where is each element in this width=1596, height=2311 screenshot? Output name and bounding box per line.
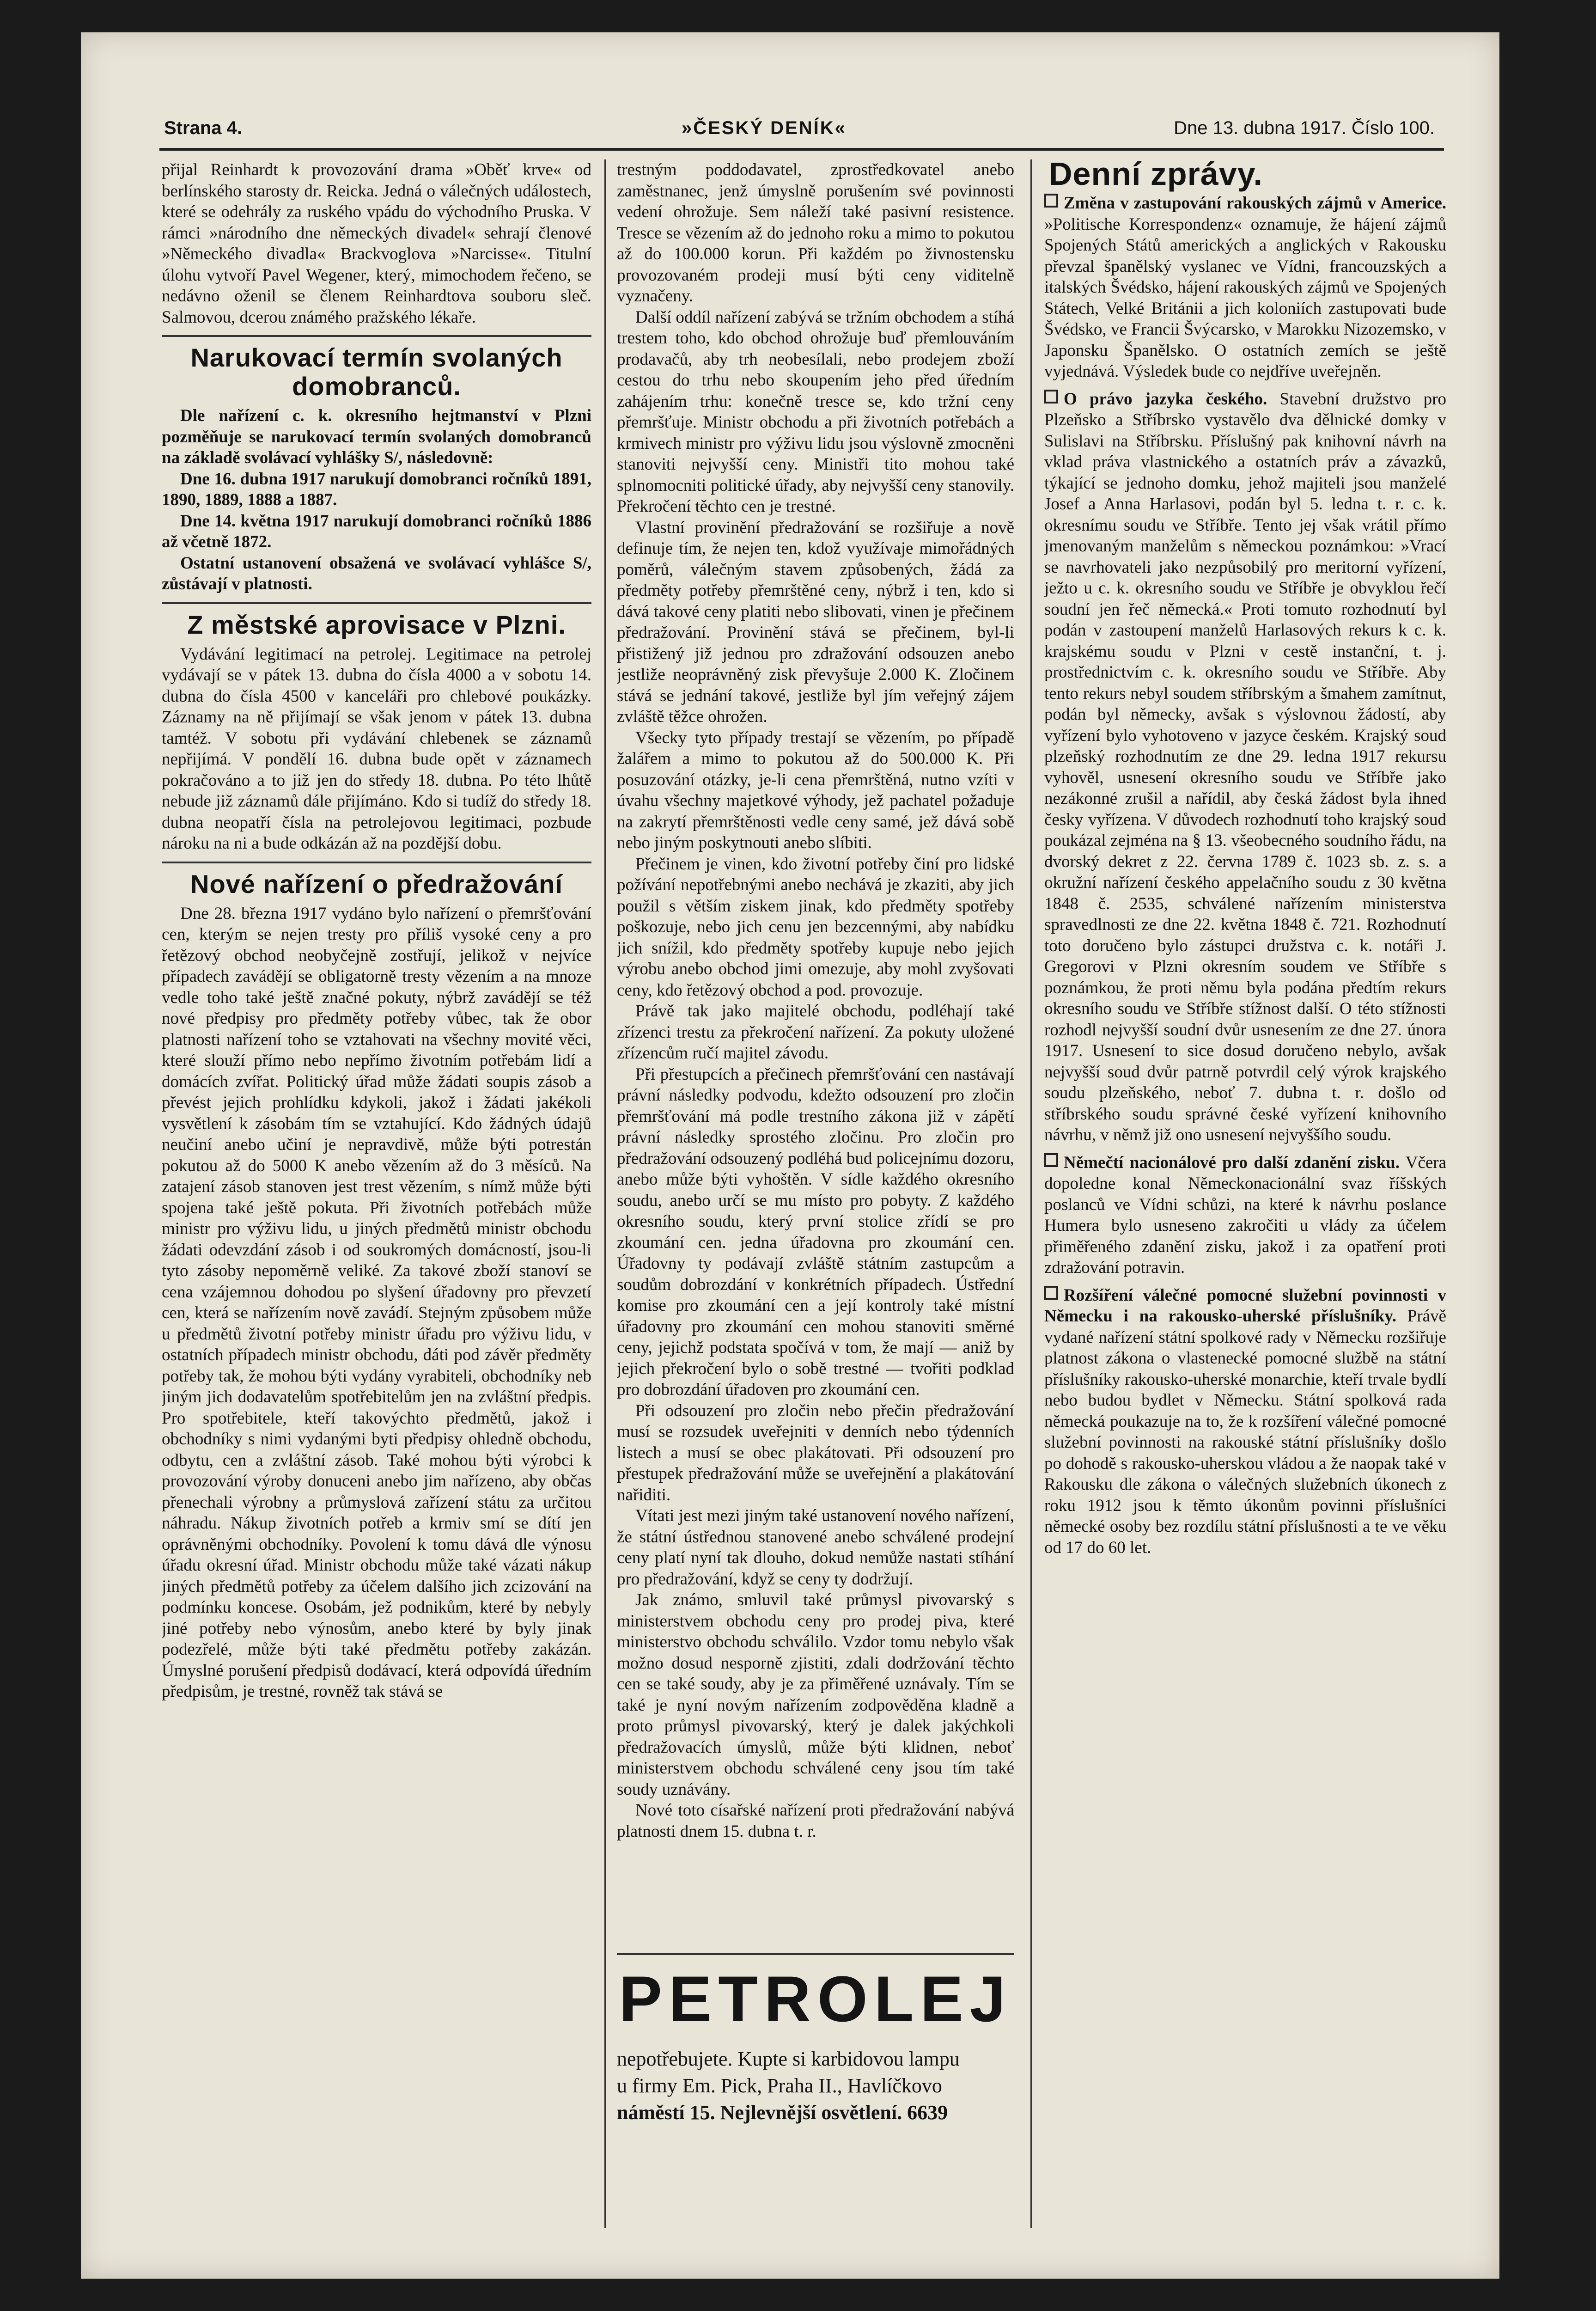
news-body: »Politische Korrespondenz« oznamuje, že hájení zájmů Spojených Států amerických a anglických v Rakousku převzal španělský vyslanec ve Vídni, francouzských a italských Švédsko, hájení rakouských zájmů ve Spojených Státech, Velké Británii a jich koloniích zastupovati bude Švédsko, ve Francii Švýcarsko, v Marokku Nizozemsko, v Japonsku Španělsko. O ostatních zemích se ještě vyjednává. Výsledek bude co nejdříve uveřejněn. [1044, 214, 1446, 381]
page-header [164, 118, 1435, 146]
newspaper-page [81, 32, 1499, 2279]
news-title: O právo jazyka českého. [1064, 389, 1267, 409]
ad-rule [617, 1953, 1014, 1955]
news-item [1044, 1152, 1446, 1278]
article-rule [162, 602, 591, 604]
news-body: Právě vydané nařízení státní spolkové rady v Německu rozšiřuje platnost zákona o vlastenecké pomocné službě na státní příslušníky rakousko-uherské monarchie, kteří trvale bydlí nebo budou bydlet v Německu. Státní spolková rada německá poukazuje na to, že k rozšíření válečné pomocné služební povinnosti na rakouské státní příslušníky došlo po dohodě s rakousko-uherskou vládou a že naopak také v Rakousku dle zákona o válečných služebních úkonech z roku 1912 jsou k těmto úkonům povinni příslušníci německé osoby bez rozdílu státní příslušnosti a te ve věku od 17 do 60 let. [1044, 1307, 1446, 1557]
article-rule [162, 335, 591, 337]
column-3 [1044, 159, 1446, 2223]
ad-line: náměstí 15. Nejlevnější osvětlení. 6639 [617, 2101, 948, 2124]
paragraph: Vlastní provinění předražování se rozšiřuje a nově definuje tím, že nejen ten, kdož využívaje mimořádných poměrů, válečným stavem způsobených, žádá za předměty potřeby přemrštěné ceny, nýbrž i ten, kdo si dává takové ceny platiti nebo slibovati, vinen je přečinem předražování. Provinění stává se přečinem, byl-li přistižený již jednou pro zdražování odsouzen anebo jestliže neoprávněný zisk převyšuje 2.000 K. Zločinem stává se jednání takové, jestliže byl jím veřejný zájem zvláště těžce ohrožen. [617, 518, 1014, 726]
page-number: Strana 4. [164, 118, 242, 138]
news-body: Stavební družstvo pro Plzeňsko a Stříbrsko vystavělo dva dělnické domky v Sulislavi na Stříbrsku. Příslušný pak knihovní návrh na vklad práva vlastnického a ostatních práv a závazků, týkající se jednoho domku, jehož majiteli jsou manželé Josef a Anna Harlasovi, podán byl 5. ledna t. r. c. k. okresnímu soudu ve Stříbře. Tento jej však vrátil přímo jmenovaným manželům s německou poznámkou: »Vrací se navrhovateli jako nezpůsobilý pro meritorní vyřízení, ježto u c. k. okresního soudu ve Stříbře je obvyklou řečí soudní jen řeč německá.« Proti tomuto rozhodnutí byl podán v zastoupení manželů Harlasových rekurs k c. k. krajskému soudu v Plzni v cestě instanční, t. j. prostřednictvím c. k. okresního soudu ve Stříbře. Aby tento rekurs nebyl soudem stříbrským a šmahem zamítnut, podán byl německy, avšak s výslovnou žádostí, aby vyřízení bylo vyhotoveno v jazyce českém. Krajský soud plzeňský rozhodnutím ze dne 29. ledna 1917 rekursu vyhověl, usnesení okresního soudu ve Stříbře jako nezákonné zrušil a nařídil, aby česká žádost byla ihned česky vyřízena. V důvodech rozhodnutí toho krajský soud poukázal zejména na § 13. všeobecného soudního řádu, na dvorský dekret z 22. června 1789 č. 1023 sb. z. s. a okružní nařízení českého appelačního soudu z 30 května 1848 č. 2535, schválené nařízením ministerstva spravedlnosti ze dne 22. května 1848 č. 721. Rozhodnutí toto doručeno bylo zástupci družstva c. k. notáři J. Gregorovi v Plzni okresním soudem ve Stříbře s poznámkou, že proti němu byla podána předtím rekurs okresního soudu ve Stříbře stížnost další. O této stížnosti rozhodl nejvyšší soudní dvůr usnesením ze dne 27. února 1917. Usnesení to sice dosud doručeno nebylo, avšak nejvyšší soud dvůr patrně potvrdil celý výrok krajského soudu plzeňského, neboť 7. dubna t. r. došlo od stříbrského soudu správné české vyřízení knihovního návrhu, v němž již ono usnesení nejvyššího soudu. [1044, 389, 1446, 1144]
paragraph: Jak známo, smluvil také průmysl pivovarský s ministerstvem obchodu ceny pro prodej piva, které ministerstvo obchodu schválilo. Vzdor tomu nebylo však možno dosud nesporně zjistiti, zdali dodržování těchto cen se také soudy, aby je za přiměřené uznávaly. Tím se také je nyní novým nařízením zodpověděna kladně a proto průmysl pivovarský, který je dalek jakýchkoli předražovacích úmyslů, může býti klidnen, neboť ministerstvem obchodu schválené ceny jsou tím také soudy uznávány. [617, 1590, 1014, 1799]
section-title-denni-zpravy: Denní zprávy. [1049, 159, 1263, 192]
article-continuation: přijal Reinhardt k provozování drama »Oběť krve« od berlínského starosty dr. Reicka. Jedná o válečných událostech, které se odehrály za ruského vpádu do východního Pruska. V rámci »národního dne německých divadel« sehrají členové »Německého divadla« Brackvoglova »Narcisse«. Titulní úlohu vytvoří Pavel Wegener, který, mimochodem řečeno, se nedávno oženil se členem Reinhardtova souboru sleč. Salmovou, dcerou známého pražského lékaře. [162, 160, 591, 327]
ad-logo: PETROLEJ [619, 1963, 1012, 2035]
ad-line: nepotřebujete. Kupte si karbidovou lampu [617, 2048, 960, 2070]
headline-aprovisace: Z městské aprovisace v Plzni. [187, 610, 566, 639]
paragraph: Vydávání legitimací na petrolej. Legitimace na petrolej vydávají se v pátek 13. dubna do čísla 4000 a v sobotu 14. dubna do čísla 4500 v kanceláři pro chlebové poukázky. Záznamy na ně přijímají se však jenom v pátek 13. dubna tamtéž. V sobotu při vydávání chlebenek se záznamů nepřijímá. V pondělí 16. dubna bude opět v záznamech pokračováno a to již jen do středy 18. dubna. Po této lhůtě nebude již záznamů dále přijímáno. Kdo si tudíž do středy 18. dubna neopatří čísla na petrolejovou legitimaci, pozbude nároku na ni a bude odkázán až na pozdější dobu. [162, 644, 591, 853]
news-item [1044, 1285, 1446, 1559]
news-title: Změna v zastupování rakouských zájmů v Americe. [1064, 194, 1446, 213]
column-2 [617, 159, 1014, 1918]
paragraph: Dle nařízení c. k. okresního hejtmanství v Plzni pozměňuje se narukovací termín svolaných domobranců na základě svolávací vyhlášky S/, následovně: [162, 406, 591, 467]
paragraph: Nové toto císařské nařízení proti předražování nabývá platnosti dnem 15. dubna t. r. [617, 1801, 1014, 1841]
square-bullet-icon [1044, 194, 1058, 208]
paragraph: Dne 28. března 1917 vydáno bylo nařízení o přemršťování cen, kterým se nejen tresty pro příliš vysoké ceny a pro řetězový obchod neobyčejně zostřují, jelikož v nejvíce případech zavádějí se obligatorně tresty vězením a na mnoze vedle toho také ještě značné pokuty, nýbrž zavádějí se též nové předpisy pro předměty potřeby vůbec, tak že obor platnosti nařízení toho se vztahovati na všechny movité věci, které slouží přímo nebo nepřímo životním potřebám lidí a domácích zvířat. Politický úřad může žádati soupis zásob a převést jejich prohlídku kdykoli, jakož i žádati jakékoli vysvětlení k zásobám tím se vztahující. Kdo žádných údajů neučiní anebo učiní je nepravdivě, může býti potrestán pokutou až do 5000 K anebo vězením až do 3 měsíců. Na zatajení zásob stanoven jest trest vězením, s nímž může býti spojena také ještě pokuta. Při životních potřebách může ministr pro výživu lidu, u jiných předmětů ministr obchodu žádati odevzdání zásob i od soukromých domácností, jsou-li tyto zásoby nepoměrně veliké. Za takové zboží stanoví se cena vzájemnou dohodou po slyšení úřadovny pro převzetí cen, která se nařízením nově zavádí. Stejným způsobem může u předmětů životní potřeby ministr úřadu pro výživu lidu, v ostatních případech ministr obchodu, dáti pod závěr předměty potřeby tak, že mohou býti vydány vyrabiteli, obchodníky neb jiným jich dodavatelům spotřebitelům jen na zvláštní předpis. Pro spotřebitele, kteří takovýchto předmětů, jakož i obchodníky s nimi vydanými byti předpisy ohledně obchodu, odbytu, cen a zvláštní zásob. Také mohou býti výrobci k provozování výroby donuceni anebo jim nařízeno, aby občas přenechali výrobny a průmyslová zařízení státu za určitou náhradu. Nákup životních potřeb a krmiv smí se dítí jen oprávněnými obchodníky. Povolení k tomu dává dle výnosu úřadu okresní úřad. Ministr obchodu může také vázati nákup jiných předmětů potřeby za účelem dalšího jich zcizování na podmínku koncese. Osobám, jež podnikům, které by nebyly jiné potřeby nebo výnosům, anebo které by byly jinak podezřelé, může býti také předmětu potřeby zakázán. Úmyslné porušení předpisů dodávací, která odpovídá úředním předpisům, je trestné, rovněž tak stává se [162, 904, 591, 1701]
paragraph: trestným poddodavatel, zprostředkovatel anebo zaměstnanec, jenž úmyslně porušením své povinnosti vedení ohrožuje. Sem náleží také pasivní resistence. Tresce se vězením až do jednoho roku a mimo to pokutou až do 100.000 korun. Při každém po živnostensku provozovaném prodeji musí býti ceny viditelně vyznačeny. [617, 160, 1014, 306]
square-bullet-icon [1044, 1286, 1058, 1300]
column-divider [1030, 159, 1032, 2228]
paragraph: Přečinem je vinen, kdo životní potřeby činí pro lidské požívání nepotřebnými anebo nechává je zkaziti, aby jich použil s větším ziskem jinak, kdo předměty spotřeby poškozuje, nebo jich cenu jen bezcennými, aby nabídku jich snížil, kdo předměty spotřeby kupuje nebo jejich výrobu anebo obchod jimi omezuje, aby mohl zvyšovati ceny, kdo řetězový obchod a pod. provozuje. [617, 854, 1014, 1000]
paragraph: Dne 16. dubna 1917 narukují domobranci ročníků 1891, 1890, 1889, 1888 a 1887. [162, 469, 591, 509]
paragraph: Všecky tyto případy trestají se vězením, po případě žalářem a mimo to pokutou až do 500.000 K. Při posuzování otázky, je-li cena přemrštěná, nutno vzíti v úvahu všechny majetkové výhody, jež pachatel požaduje na zakrytí přemrštěnosti vedle ceny samé, jež dává sobě nebo jiným poskytnouti anebo slíbiti. [617, 728, 1014, 852]
ad-line: u firmy Em. Pick, Praha II., Havlíčkovo [617, 2074, 942, 2097]
paragraph: Právě tak jako majitelé obchodu, podléhají také zřízenci trestu za překročení nařízení. Za pokuty uložené zřízencům ručí majitel závodu. [617, 1002, 1014, 1063]
petrolej-advertisement [617, 1946, 1014, 2205]
paragraph: Dne 14. května 1917 narukují domobranci ročníků 1886 až včetně 1872. [162, 511, 591, 551]
issue-date: Dne 13. dubna 1917. Číslo 100. [1174, 118, 1435, 138]
square-bullet-icon [1044, 390, 1058, 404]
square-bullet-icon [1044, 1153, 1058, 1167]
paragraph: Při odsouzení pro zločin nebo přečin předražování musí se rozsudek uveřejniti v denních nebo týdenních listech a musí se obec plakátovati. Při odsouzení pro přestupek předražování může se uveřejnění a plakátování nařiditi. [617, 1401, 1014, 1504]
news-body: Včera dopoledne konal Německonacionální svaz říšských poslanců ve Vídni schůzi, na které k návrhu poslance Humera bylo usneseno zakročiti u vlády za účelem přiměřeného zdanění zisku, jakož i za opatření proti zdražování potravin. [1044, 1153, 1446, 1277]
column-1 [162, 159, 591, 2223]
news-item [1044, 389, 1446, 1146]
article-rule [162, 862, 591, 863]
paragraph: Ostatní ustanovení obsažená ve svolávací vyhlášce S/, zůstávají v platnosti. [162, 553, 591, 593]
column-divider [604, 159, 606, 2228]
news-title: Rozšíření válečné pomocné služební povinnosti v Německu i na rakousko-uherské příslušníky. [1044, 1285, 1446, 1326]
headline-narukovaci: Narukovací termín svolaných domobranců. [190, 343, 563, 401]
paragraph: Při přestupcích a přečinech přemršťování cen nastávají právní následky podvodu, kdežto odsouzení pro zločin přemršťování má podle trestního zákona již v zápětí právní následky sprostého zločinu. Pro zločin pro předražování odsouzený podléhá bud policejnímu dozoru, anebo může býti vyhoštěn. V sídle každého okresního soudu, anebo určí se mu místo pro pobyty. Z každého okresního soudu, který první stolice zřídí se pro zkoumání cen. jedna úřadovna pro zkoumání cen. Úřadovny ty podávají zvláště státním zastupcům a soudům dobrozdání v konkrétních případech. Ústřední komise pro zkoumání cen a její kontroly také místní úřadovny pro zkoumání cen mohou stanoviti směrné ceny, jejichž podstata spočívá v tom, že mají — aniž by jejich překročení bylo o sobě trestné — tvořiti podklad pro dobrozdání úřadoven pro zkoumání cen. [617, 1064, 1014, 1399]
news-title: Němečtí nacionálové pro další zdanění zisku. [1064, 1153, 1400, 1172]
paragraph: Další oddíl nařízení zabývá se tržním obchodem a stíhá trestem toho, kdo obchod ohrožuje buď přemlouváním prodavačů, aby trh neobesílali, nebo prodejem zboží cestou do trhu nebo skoupením jeho před úředním zahájením trhu: konečně tresce se, kdo tržní ceny přemršťuje. Ministr obchodu a při životních potřebách a krmivech ministr pro výživu lidu jsou výslovně zmocněni stanoviti nejvyšší ceny. Ministři tito mohou také splnomocniti politické úřady, aby nejvyšší ceny stanovily. Překročení těchto cen je trestné. [617, 307, 1014, 516]
paragraph: Vítati jest mezi jiným také ustanovení nového nařízení, že státní ústřednou stanovené anebo schválené prodejní ceny platí nyní tak dlouho, dokud nemůže nastati stíhání pro předražování, když se ceny ty dodržují. [617, 1506, 1014, 1589]
masthead: »ČESKÝ DENÍK« [682, 118, 847, 138]
news-item [1044, 193, 1446, 382]
header-rule [159, 148, 1444, 151]
headline-predrazovani: Nové nařízení o předražování [190, 869, 563, 899]
